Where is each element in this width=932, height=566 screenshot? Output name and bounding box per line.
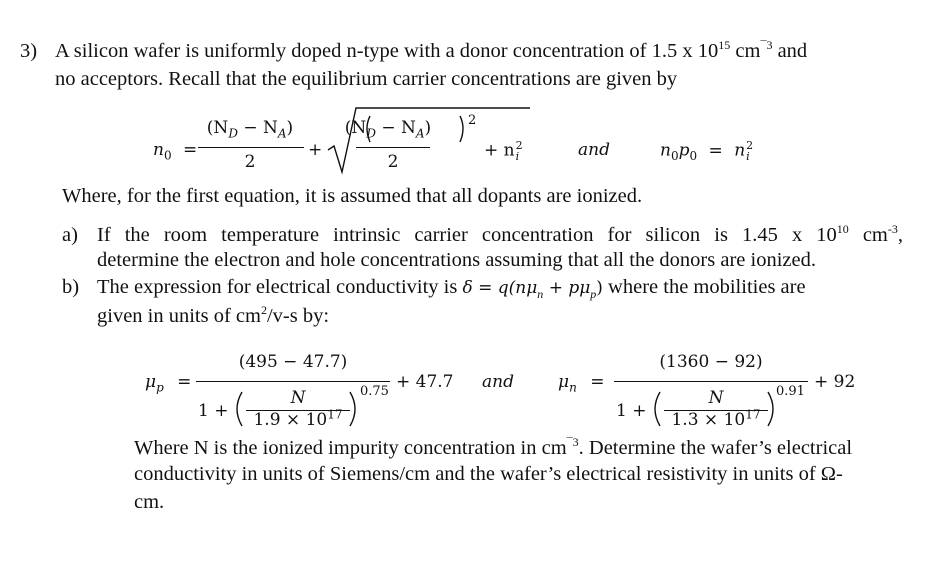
- part-b-label: b): [62, 276, 80, 298]
- part-a-line2: determine the electron and hole concentrations assuming that all the donors are ionized.: [97, 249, 816, 271]
- mu-p-den-N: N: [290, 388, 306, 408]
- problem-number: 3): [20, 40, 38, 62]
- mu-n-numerator: (1360 − 92): [659, 352, 763, 372]
- mu-n-fraction-bar: [614, 381, 808, 382]
- mu-n-power: 0.91: [776, 384, 805, 399]
- mu-p-add: + 47.7: [396, 372, 454, 392]
- mu-and: and: [482, 372, 514, 392]
- mu-p-den-base: $1.9 \times 10^{17}$: [253, 407, 343, 430]
- mu-p-fraction-bar: [196, 381, 390, 382]
- mu-n-den-base: $1.3 \times 10^{17}$: [671, 407, 761, 430]
- problem-intro-line1: A silicon wafer is uniformly doped n-type with a donor concentration of 1.5 x $10^{15}$ $cm^{¯3}$ and: [55, 38, 808, 62]
- eq1-inner-num: $(N_D - N_A)$: [344, 118, 432, 141]
- mu-p-lhs: $\mu_p$ =: [145, 372, 192, 395]
- eq1-inner-bar: [356, 147, 430, 148]
- eq1-fraction-bar: [198, 147, 304, 148]
- eq1-fraction-num: $(N_D - N_A)$: [206, 118, 294, 141]
- part-a-line1: If the room temperature intrinsic carrier concentration for silicon is 1.45 x $10^{10}$ $cm^{-3}$,: [97, 222, 904, 246]
- problem-intro-line2: no acceptors. Recall that the equilibrium carrier concentrations are given by: [55, 68, 678, 90]
- eq1-lhs: $n_0$ =: [153, 140, 198, 163]
- eq1-plus: +: [308, 140, 323, 160]
- mu-n-den-N: N: [708, 388, 724, 408]
- mu-p-power: 0.75: [360, 384, 389, 399]
- where-assumption-line: Where, for the first equation, it is assumed that all dopants are ionized.: [62, 185, 643, 207]
- mu-p-numerator: (495 − 47.7): [238, 352, 348, 372]
- mu-n-add: + 92: [814, 372, 856, 392]
- final-line3: cm.: [134, 491, 165, 513]
- eq1-mass-action: $n_0p_0 = n$ 2 i: [660, 139, 754, 163]
- mu-n-lhs: $\mu_n$ =: [558, 372, 605, 395]
- part-b-line1: The expression for electrical conductivity is $\delta = q(n\mu_n + p\mu_p)$ where the mobilities are: [97, 276, 806, 302]
- eq1-square: 2: [468, 113, 477, 128]
- mu-n-den-one-plus: 1 +: [616, 401, 647, 421]
- mu-p-den-one-plus: 1 +: [198, 401, 229, 421]
- part-b-line2: given in units of $cm^2/v-s$ by:: [97, 303, 330, 327]
- final-line2: conductivity in units of Siemens/cm and the wafer’s electrical resistivity in units of Ω-: [134, 463, 843, 485]
- eq1-inner-den: 2: [387, 152, 399, 172]
- eq1-plus-ni: + n 2 i: [484, 139, 523, 163]
- final-line1: Where N is the ionized impurity concentration in $cm^{¯3}$. Determine the wafer’s electrical: [134, 435, 853, 459]
- eq1-and: and: [578, 140, 610, 160]
- eq1-fraction-den: 2: [244, 152, 256, 172]
- part-a-label: a): [62, 224, 78, 246]
